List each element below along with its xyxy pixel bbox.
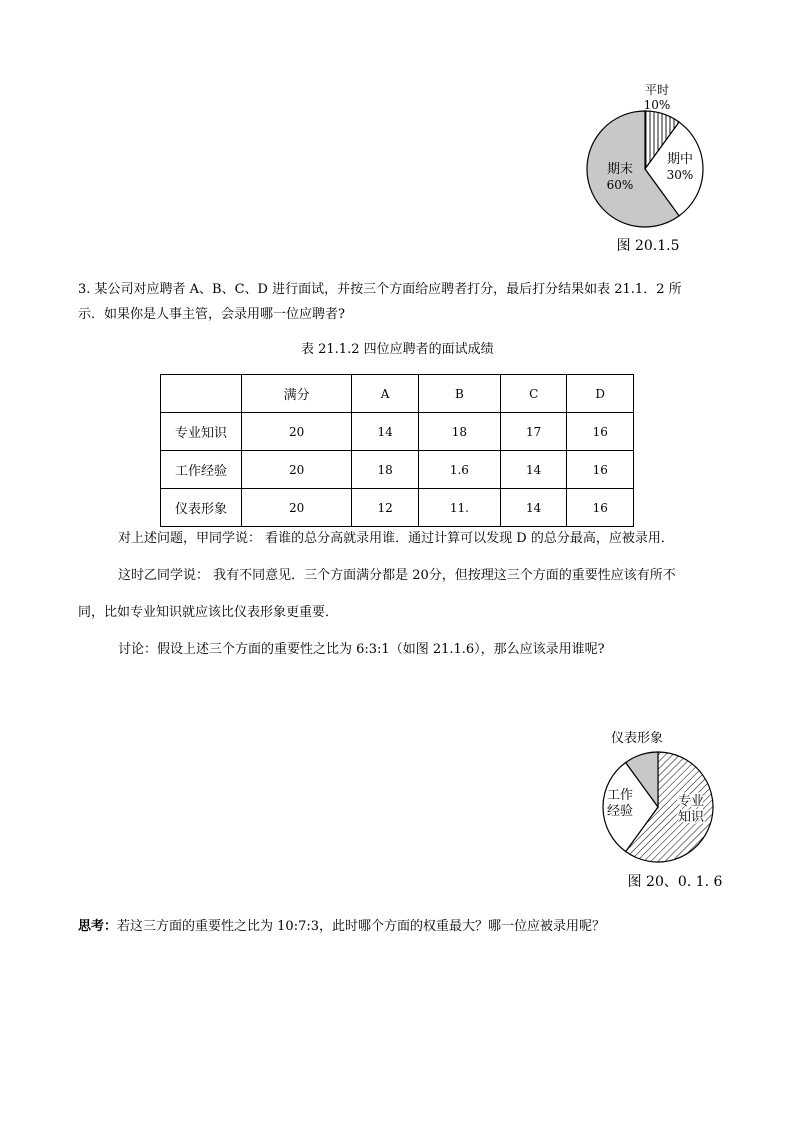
table-cell: 18 [418,413,500,451]
table-cell: 1.6 [418,451,500,489]
table-cell: 16 [567,413,634,451]
question3-line1: 3. 某公司对应聘者 A、B、C、D 进行面试，并按三个方面给应聘者打分，最后打分结果如表 21.1．2 所 [78,282,682,297]
table-cell: 20 [242,489,352,527]
table-cell: 14 [352,413,419,451]
pie2-caption: 图 20、0. 1. 6 [627,874,723,890]
discussion-para2: 这时乙同学说： 我有不同意见．三个方面满分都是 20分，但按理这三个方面的重要性应该有所不 [118,568,676,583]
score-table [160,374,634,527]
table-header-row [161,375,634,413]
think-label: 思考： [78,919,118,934]
discussion-para4: 讨论：假设上述三个方面的重要性之比为 6:3:1（如图 21.1.6），那么应该录用谁呢? [118,642,605,657]
pie1-pct-qizhong: 30% [666,168,694,182]
table-caption: 表 21.1.2 四位应聘者的面试成绩 [301,342,494,357]
table-cell: 16 [567,489,634,527]
table-header-cell: C [500,375,567,413]
question3-line2: 示．如果你是人事主管，会录用哪一位应聘者? [78,307,345,322]
table-row [161,489,634,527]
table-cell: 14 [500,489,567,527]
table-cell: 20 [242,451,352,489]
table-header-cell: 满分 [242,375,352,413]
pie1-pct-pingshi: 10% [643,98,671,112]
think-question [78,918,605,936]
table-cell: 14 [500,451,567,489]
pie2-label-gongzuo-1: 工作 [606,788,634,803]
table-header-cell: A [352,375,419,413]
discussion-para3: 同，比如专业知识就应该比仪表形象更重要． [78,605,339,620]
pie2-label-yibiao: 仪表形象 [610,731,664,746]
pie1-caption: 图 20.1.5 [616,238,680,254]
table-header-cell: D [567,375,634,413]
pie1-label-pingshi: 平时 [644,83,670,97]
pie-chart-importance [595,726,725,896]
pie2-label-zhuanye-2: 知识 [677,810,705,825]
table-cell: 20 [242,413,352,451]
table-cell: 专业知识 [161,413,242,451]
table-header-cell [161,375,242,413]
table-cell: 工作经验 [161,451,242,489]
table-cell: 18 [352,451,419,489]
table-row [161,451,634,489]
pie2-label-zhuanye-1: 专业 [677,794,705,809]
table-cell: 12 [352,489,419,527]
pie1-label-qimo: 期末 [606,162,634,177]
table-row [161,413,634,451]
pie2-label-gongzuo-2: 经验 [606,804,634,819]
table-cell: 16 [567,451,634,489]
pie-chart-grades [580,78,710,258]
table-header-cell: B [418,375,500,413]
think-text: 若这三方面的重要性之比为 10:7:3，此时哪个方面的权重最大？哪一位应被录用呢？ [117,919,605,934]
table-cell: 11. [418,489,500,527]
discussion-para1: 对上述问题，甲同学说： 看谁的总分高就录用谁．通过计算可以发现 D 的总分最高，应被录用． [118,531,674,546]
table-cell: 仪表形象 [161,489,242,527]
pie1-pct-qimo: 60% [606,178,634,192]
table-cell: 17 [500,413,567,451]
pie1-label-qizhong: 期中 [666,152,694,167]
